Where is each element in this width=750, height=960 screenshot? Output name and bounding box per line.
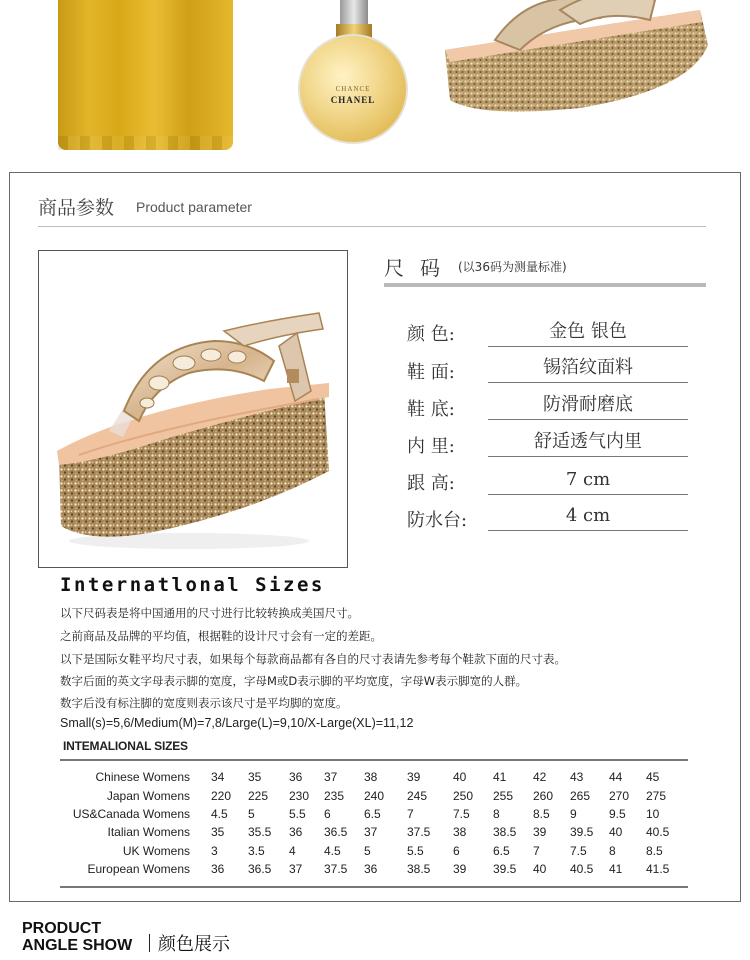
size-table-cell: 270 bbox=[609, 789, 630, 803]
size-table-cell: 9.5 bbox=[609, 807, 626, 821]
section-title-en: Product parameter bbox=[136, 199, 252, 215]
sandal-side-image bbox=[39, 251, 347, 567]
size-table-cell: 37 bbox=[364, 825, 378, 839]
size-table-cell: 8 bbox=[609, 844, 616, 858]
attr-lining-value: 舒适透气内里 bbox=[488, 430, 688, 457]
size-table-cell: 4.5 bbox=[211, 807, 228, 821]
size-table-cell: 37 bbox=[324, 770, 338, 784]
size-table-cell: 7 bbox=[533, 844, 540, 858]
size-table-cell: 39 bbox=[533, 825, 547, 839]
size-table-cell: 36 bbox=[289, 770, 303, 784]
size-table-cell: 36.5 bbox=[324, 825, 348, 839]
size-table-cell: 41 bbox=[609, 862, 623, 876]
size-letter-map: Small(s)=5,6/Medium(M)=7,8/Large(L)=9,10/X-Large(XL)=11,12 bbox=[60, 716, 414, 730]
size-table-cell: 38.5 bbox=[407, 862, 431, 876]
size-table-cell: 40.5 bbox=[570, 862, 594, 876]
section-title-cn: 商品参数 bbox=[38, 197, 115, 219]
size-table-cell: 5 bbox=[364, 844, 371, 858]
size-table-cell: 250 bbox=[453, 789, 474, 803]
size-table-cell: 275 bbox=[646, 789, 667, 803]
size-table-row bbox=[0, 862, 750, 880]
size-table-cell: 36 bbox=[289, 825, 303, 839]
size-note: (以36码为测量标准) bbox=[458, 260, 567, 274]
attr-platform-value: 4 cm bbox=[488, 504, 688, 531]
size-table-row-label: Chinese Womens bbox=[95, 770, 190, 784]
size-table-cell: 245 bbox=[407, 789, 428, 803]
angle-heading-cn: 颜色展示 bbox=[158, 934, 230, 955]
size-table-cell: 38 bbox=[364, 770, 378, 784]
size-heading: 尺码 bbox=[384, 256, 456, 280]
size-table-row bbox=[0, 807, 750, 825]
size-table-cell: 4.5 bbox=[324, 844, 341, 858]
product-image-strip bbox=[0, 0, 750, 165]
attr-heel-height-label: 跟 高: bbox=[407, 473, 455, 494]
intl-note-2: 之前商品及品牌的平均值，根据鞋的设计尺寸会有一定的差距。 bbox=[60, 629, 382, 643]
size-table-row bbox=[0, 825, 750, 843]
size-table-cell: 42 bbox=[533, 770, 547, 784]
size-table-cell: 37 bbox=[289, 862, 303, 876]
size-table-row bbox=[0, 789, 750, 807]
size-table-top-rule bbox=[60, 759, 688, 761]
size-table-cell: 35 bbox=[211, 825, 225, 839]
size-table-cell: 40 bbox=[609, 825, 623, 839]
size-table-cell: 36.5 bbox=[248, 862, 272, 876]
size-table-cell: 37.5 bbox=[407, 825, 431, 839]
size-table-cell: 40 bbox=[453, 770, 467, 784]
intl-note-4: 数字后面的英文字母表示脚的宽度，字母M或D表示脚的平均宽度，字母W表示脚宽的人群。 bbox=[60, 674, 528, 688]
perfume-name: CHANCE bbox=[335, 85, 371, 93]
size-table-cell: 3.5 bbox=[248, 844, 265, 858]
size-table-cell: 7 bbox=[407, 807, 414, 821]
size-table-cell: 41 bbox=[493, 770, 507, 784]
size-table-cell: 40.5 bbox=[646, 825, 670, 839]
size-table-cell: 35 bbox=[248, 770, 262, 784]
size-table-cell: 39 bbox=[453, 862, 467, 876]
yellow-dress-image bbox=[58, 0, 233, 150]
perfume-bottle-image bbox=[296, 0, 411, 150]
attr-color-label: 颜 色: bbox=[407, 324, 455, 345]
size-table-cell: 36 bbox=[364, 862, 378, 876]
sandal-top-image bbox=[440, 0, 720, 130]
size-table-cell: 7.5 bbox=[453, 807, 470, 821]
size-table-cell: 6.5 bbox=[364, 807, 381, 821]
size-table-cell: 10 bbox=[646, 807, 660, 821]
size-table-cell: 260 bbox=[533, 789, 554, 803]
attr-upper-label: 鞋 面: bbox=[407, 362, 455, 383]
size-table-cell: 36 bbox=[211, 862, 225, 876]
size-table-cell: 3 bbox=[211, 844, 218, 858]
size-table-cell: 240 bbox=[364, 789, 385, 803]
attr-heel-height-value: 7 cm bbox=[488, 468, 688, 495]
angle-show-heading bbox=[22, 920, 132, 954]
size-table-cell: 41.5 bbox=[646, 862, 670, 876]
size-table-cell: 35.5 bbox=[248, 825, 272, 839]
size-table-cell: 220 bbox=[211, 789, 232, 803]
attr-sole-value: 防滑耐磨底 bbox=[488, 393, 688, 420]
size-table-cell: 9 bbox=[570, 807, 577, 821]
size-table-title: INTEMALIONAL SIZES bbox=[63, 739, 188, 753]
size-table-cell: 40 bbox=[533, 862, 547, 876]
size-table-row bbox=[0, 770, 750, 788]
angle-heading-separator bbox=[149, 934, 150, 952]
intl-sizes-heading: Internatlonal Sizes bbox=[60, 574, 325, 596]
size-table-cell: 6 bbox=[453, 844, 460, 858]
attr-lining-label: 内 里: bbox=[407, 436, 455, 457]
size-table-cell: 7.5 bbox=[570, 844, 587, 858]
attr-platform-label: 防水台: bbox=[407, 510, 468, 531]
size-table-cell: 8 bbox=[493, 807, 500, 821]
size-table-cell: 5.5 bbox=[407, 844, 424, 858]
size-table-cell: 6 bbox=[324, 807, 331, 821]
size-table-cell: 5 bbox=[248, 807, 255, 821]
size-table-cell: 39.5 bbox=[493, 862, 517, 876]
size-table-row-label: Italian Womens bbox=[107, 825, 190, 839]
size-table-row-label: US&Canada Womens bbox=[72, 807, 190, 821]
intl-note-5: 数字后没有标注脚的宽度则表示该尺寸是平均脚的宽度。 bbox=[60, 696, 348, 710]
attr-upper-value: 锡箔纹面料 bbox=[488, 356, 688, 383]
size-table-cell: 39 bbox=[407, 770, 421, 784]
size-table-cell: 38.5 bbox=[493, 825, 517, 839]
size-table-cell: 4 bbox=[289, 844, 296, 858]
size-table-cell: 255 bbox=[493, 789, 514, 803]
angle-heading-line2: ANGLE SHOW bbox=[22, 937, 133, 954]
section-divider bbox=[38, 226, 706, 227]
size-table-cell: 6.5 bbox=[493, 844, 510, 858]
size-table-cell: 43 bbox=[570, 770, 584, 784]
angle-heading-line1: PRODUCT bbox=[22, 920, 102, 937]
size-table-cell: 37.5 bbox=[324, 862, 348, 876]
size-table-cell: 38 bbox=[453, 825, 467, 839]
size-table-cell: 39.5 bbox=[570, 825, 594, 839]
size-table-row-label: Japan Womens bbox=[106, 789, 190, 803]
size-table-row-label: European Womens bbox=[87, 862, 190, 876]
size-table-cell: 265 bbox=[570, 789, 591, 803]
size-table-cell: 235 bbox=[324, 789, 345, 803]
size-table-bottom-rule bbox=[60, 886, 688, 888]
size-table-row-label: UK Womens bbox=[122, 844, 190, 858]
attr-sole-label: 鞋 底: bbox=[407, 399, 455, 420]
size-table-row bbox=[0, 844, 750, 862]
size-table-cell: 225 bbox=[248, 789, 269, 803]
size-table-cell: 230 bbox=[289, 789, 310, 803]
size-table-cell: 45 bbox=[646, 770, 660, 784]
attr-color-value: 金色 银色 bbox=[488, 320, 688, 347]
size-table-cell: 44 bbox=[609, 770, 623, 784]
product-photo bbox=[38, 250, 348, 568]
perfume-brand: CHANEL bbox=[330, 95, 376, 105]
intl-note-3: 以下是国际女鞋平均尺寸表，如果每个每款商品都有各自的尺寸表请先参考每个鞋款下面的尺寸表。 bbox=[60, 652, 566, 666]
size-table-cell: 8.5 bbox=[646, 844, 663, 858]
intl-note-1: 以下尺码表是将中国通用的尺寸进行比较转换成美国尺寸。 bbox=[60, 606, 359, 620]
size-table-cell: 5.5 bbox=[289, 807, 306, 821]
size-table-cell: 34 bbox=[211, 770, 225, 784]
size-divider bbox=[384, 283, 706, 287]
size-table-cell: 8.5 bbox=[533, 807, 550, 821]
